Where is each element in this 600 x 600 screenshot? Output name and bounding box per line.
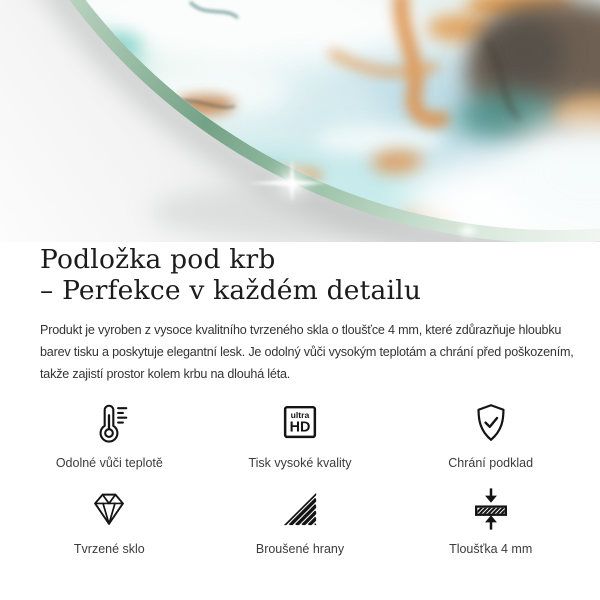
glass-pad-image [0,0,600,242]
feature-grid [0,400,600,556]
ultra-hd-badge-bottom: HD [289,419,311,436]
feature-label: Chrání podklad [448,456,534,470]
feature-label: Tisk vysoké kvality [248,456,352,470]
thermometer-icon [86,400,132,446]
page-title-line2: – Perfekce v každém detailu [40,275,422,306]
beveled-edges-icon [277,486,323,532]
feature-thickness [395,486,586,556]
product-photo [0,0,600,242]
feature-label: Odolné vůči teplotě [55,456,163,470]
feature-tempered-glass [14,486,205,556]
description-line: takže zajistí prostor kolem krbu na dlouhá léta. [40,367,291,381]
ultra-hd-badge-top: ultra [290,410,310,421]
thickness-icon [468,486,514,532]
description-line: barev tisku a poskytuje elegantní lesk. Je odolný vůči vysokým teplotám a chrání před poškozením, [40,345,574,359]
product-description [40,319,574,385]
page-title-line1: Podložka pod krb [40,244,276,275]
diamond-icon [86,486,132,532]
feature-polished-edges [205,486,396,556]
shield-check-icon [468,400,514,446]
feature-label: Tvrzené sklo [73,542,145,556]
ultra-hd-icon [277,400,323,446]
feature-print-quality [205,400,396,470]
feature-protects [395,400,586,470]
feature-temperature [14,400,205,470]
page-title [40,244,560,306]
feature-label: Broušené hrany [255,542,345,556]
description-line: Produkt je vyroben z vysoce kvalitního tvrzeného skla o tloušťce 4 mm, které zdůrazňuje hloubku [40,323,562,337]
feature-label: Tloušťka 4 mm [449,542,533,556]
